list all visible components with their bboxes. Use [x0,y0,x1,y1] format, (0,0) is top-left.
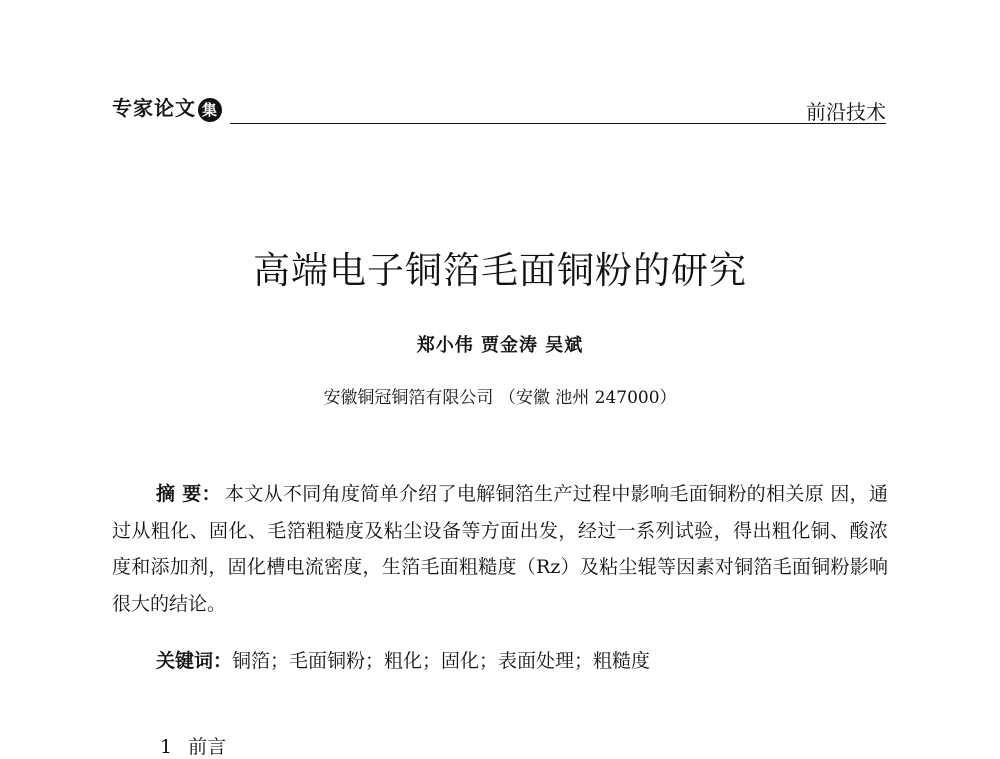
abstract-paragraph [112,476,888,622]
keywords-label: 关键词： [156,650,233,672]
abstract-text: 本文从不同角度简单介绍了电解铜箔生产过程中影响毛面铜粉的相关原 因，通过从粗化、固化、毛箔粗糙度及粘尘设备等方面出发，经过一系列试验，得出粗化铜、酸浓度和添加剂，固化槽电流密度，生箔毛面粗糙度（Rz）及粘尘辊等因素对铜箔毛面铜粉影响很大的结论。 [112,483,888,615]
keywords-line [156,646,896,673]
journal-badge: 集 [198,98,222,122]
article-authors: 郑小伟 贾金涛 吴斌 [416,335,584,356]
section-number: 1 [160,736,173,758]
article-title: 高端电子铜箔毛面铜粉的研究 [253,249,747,292]
section-title: 前言 [188,736,227,758]
section-heading [160,732,226,759]
author-affiliation: 安徽铜冠铜箔有限公司 （安徽 池州 247000） [323,388,677,408]
journal-label-text: 专家论文 [112,96,196,120]
section-label: 前沿技术 [806,100,886,124]
journal-column-label [112,92,222,122]
header-rule [230,123,886,124]
keywords-text: 铜箔；毛面铜粉；粗化；固化；表面处理；粗糙度 [232,650,651,672]
abstract-label: 摘 要： [156,483,221,505]
